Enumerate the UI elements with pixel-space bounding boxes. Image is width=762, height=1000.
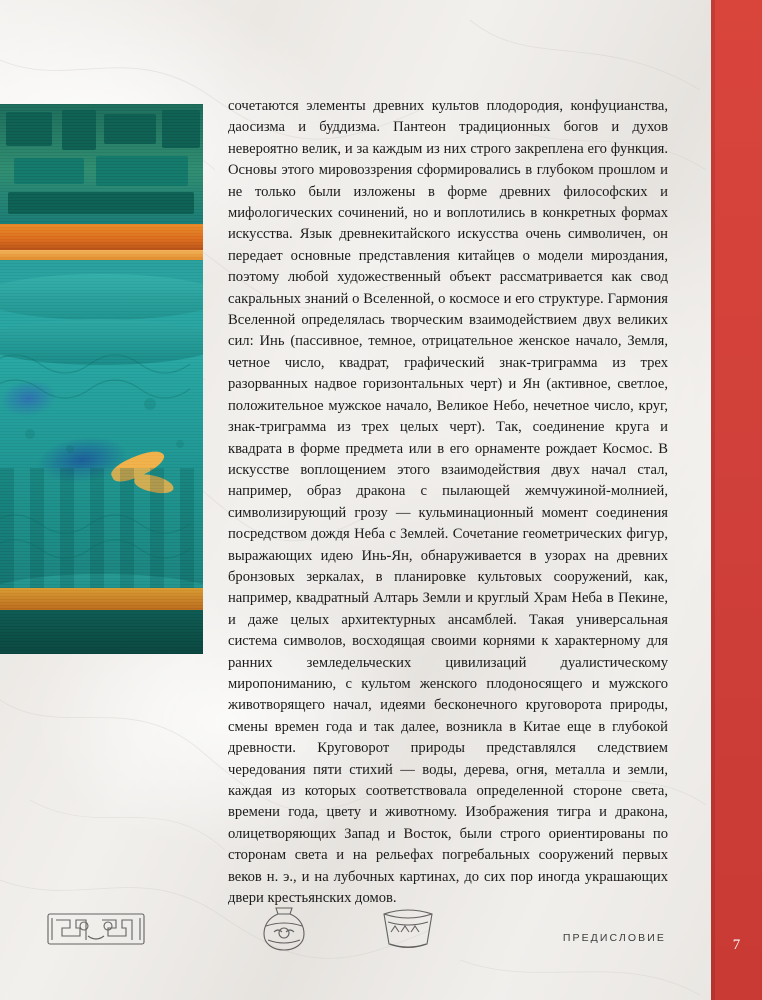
page-footer [0, 896, 762, 956]
body-paragraph: сочетаются элементы древних культов плодородия, конфуцианства, даосизма и буддизма. Пантеон традиционных богов и духов невероятно велик, и за каждым из них строго закреплена его функция. Основы этого мировоззрения сформировались в глубоком прошлом и не только были изложены в форме древних философских и мифологических сочинений, но и воплотились в конкретных формах искусства. Язык древнекитайского искусства очень символичен, он передает основные представления китайцев о модели мироздания, поэтому любой художественный объект рассматривается как свод сакральных знаний о Вселенной, о космосе и его структуре. Гармония Вселенной определялась творческим взаимодействием двух великих сил: Инь (пассивное, темное, отрицательное женское начало, Земля, четное число, квадрат, графический знак-триграмма из трех разорванных надвое горизонтальных черт) и Ян (активное, светлое, положительное мужское начало, Великое Небо, нечетное число, круг, знак-триграмма из трех целых черт). Так, соединение круга и квадрата в форме предмета или в его орнаменте рождает Космос. В искусстве воплощением этого взаимодействия двух начал стал, например, образ дракона с пылающей жемчужиной-молнией, символизирующий грозу — кульминационный момент соединения посредством дождя Неба с Землей. Сочетание геометрических фигур, выражающих идею Инь-Ян, обнаруживается в узорах на древних бронзовых зеркалах, в планировке культовых сооружений, как, например, квадратный Алтарь Земли и круглый Храм Неба в Пекине, и даже целых архитектурных ансамблей. Такая универсальная система символов, восходящая своими корнями к характерному для ранних земледельческих цивилизаций дуалистическому миропониманию, с культом женского плодоносящего и мужского животворящего начал, идеями бесконечного круговорота природы, смены времен года и так далее, возникла в Китае еще в глубокой древности. Круговорот природы представлялся следствием чередования пяти стихий — воды, дерева, огня, металла и земли, каждая из которых соответствовала определенной стороне света, времени года, цвету и животному. Изображения тигра и дракона, олицетворяющих Запад и Восток, были строго ориентированы по сторонам света и на рельефах погребальных сооружений первых веков н. э., и на лубочных картинах, до сих пор иногда украшающих двери крестьянских домов. [228, 98, 668, 907]
body-text-column [228, 96, 668, 909]
bronze-taotie-ornament-icon [44, 904, 148, 952]
dragon-relief-photo [0, 104, 203, 654]
ceramic-vessel-icon [256, 902, 312, 954]
ceramic-bowl-icon [378, 904, 438, 954]
page-number: 7 [732, 936, 741, 953]
footer-section-label: ПРЕДИСЛОВИЕ [562, 932, 666, 944]
page-accent-bar [711, 0, 762, 1000]
